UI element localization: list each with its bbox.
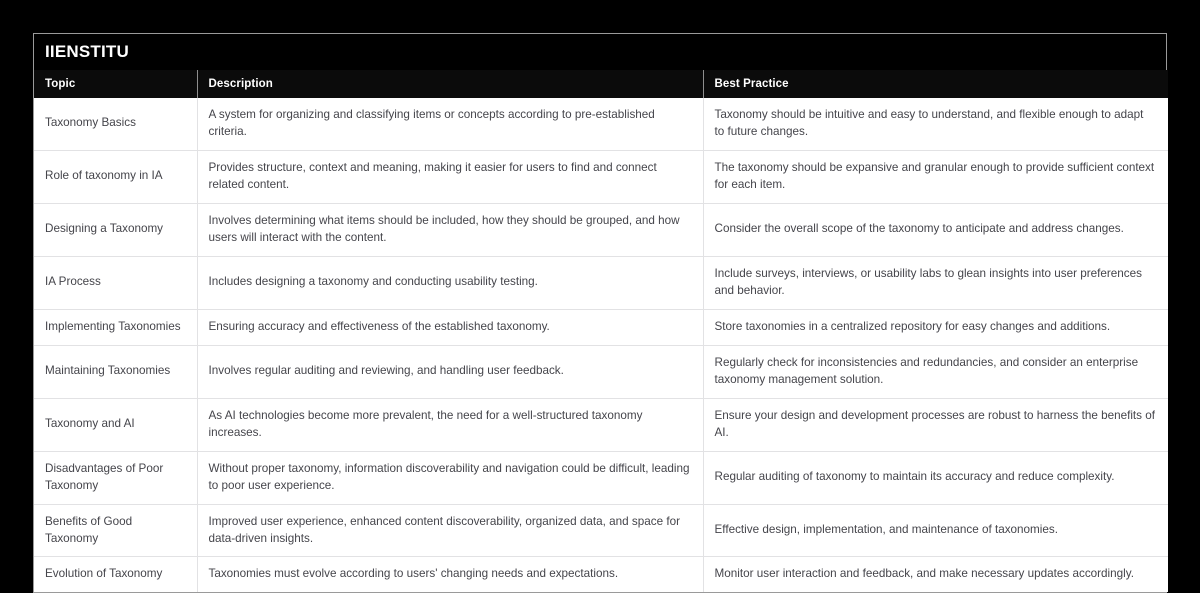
cell-best-practice: Taxonomy should be intuitive and easy to understand, and flexible enough to adapt to future changes.	[714, 108, 1144, 138]
cell-topic: Designing a Taxonomy	[34, 203, 197, 256]
cell-description: Involves determining what items should be included, how they should be grouped, and how users will interact with the content.	[197, 203, 703, 256]
taxonomy-table	[34, 70, 1168, 592]
cell-topic: Benefits of Good Taxonomy	[34, 504, 197, 557]
cell-topic: Evolution of Taxonomy	[34, 557, 197, 592]
cell-topic: Taxonomy Basics	[34, 98, 197, 150]
table-row	[34, 504, 1168, 557]
table-row	[34, 345, 1168, 398]
cell-description: Includes designing a taxonomy and conducting usability testing.	[197, 256, 703, 309]
cell-topic: Disadvantages of Poor Taxonomy	[34, 451, 197, 504]
cell-description: A system for organizing and classifying items or concepts according to pre-established criteria.	[197, 98, 703, 150]
table-row	[34, 398, 1168, 451]
cell-description: Involves regular auditing and reviewing, and handling user feedback.	[197, 345, 703, 398]
cell-description: Improved user experience, enhanced content discoverability, organized data, and space for data-driven insights.	[197, 504, 703, 557]
table-head	[34, 70, 1168, 98]
table-row	[34, 150, 1168, 203]
column-header-description[interactable]: Description	[197, 70, 703, 98]
table-row	[34, 451, 1168, 504]
table-row	[34, 309, 1168, 345]
cell-description: Ensuring accuracy and effectiveness of the established taxonomy.	[197, 309, 703, 345]
cell-best-practice: Regularly check for inconsistencies and redundancies, and consider an enterprise taxonomy management solution.	[703, 345, 1168, 398]
cell-best-practice: Include surveys, interviews, or usability labs to glean insights into user preferences and behavior.	[703, 256, 1168, 309]
column-header-topic[interactable]: Topic	[34, 70, 197, 98]
cell-description: Taxonomies must evolve according to users' changing needs and expectations.	[197, 557, 703, 592]
table-body	[34, 98, 1168, 592]
cell-best-practice: Monitor user interaction and feedback, and make necessary updates accordingly.	[703, 557, 1168, 592]
taxonomy-table-card	[33, 33, 1167, 593]
cell-topic: Role of taxonomy in IA	[34, 150, 197, 203]
cell-best-practice: Regular auditing of taxonomy to maintain its accuracy and reduce complexity.	[703, 451, 1168, 504]
cell-description: As AI technologies become more prevalent, the need for a well-structured taxonomy increases.	[197, 398, 703, 451]
cell-description: Provides structure, context and meaning, making it easier for users to find and connect related content.	[197, 150, 703, 203]
cell-best-practice: The taxonomy should be expansive and granular enough to provide sufficient context for each item.	[703, 150, 1168, 203]
table-row	[34, 557, 1168, 592]
column-header-best-practice[interactable]: Best Practice	[703, 70, 1168, 98]
cell-topic: Implementing Taxonomies	[34, 309, 197, 345]
cell-best-practice: Store taxonomies in a centralized repository for easy changes and additions.	[703, 309, 1168, 345]
table-row	[34, 98, 1168, 150]
cell-topic: Taxonomy and AI	[34, 398, 197, 451]
cell-description: Without proper taxonomy, information discoverability and navigation could be difficult, leading to poor user experience.	[197, 451, 703, 504]
cell-best-practice: Ensure your design and development processes are robust to harness the benefits of AI.	[703, 398, 1168, 451]
table-row	[34, 203, 1168, 256]
brand-bar	[34, 34, 1166, 70]
brand-logo-text: IIENSTITU	[45, 42, 129, 61]
table-header-row	[34, 70, 1168, 98]
table-row	[34, 256, 1168, 309]
cell-topic: IA Process	[34, 256, 197, 309]
cell-topic: Maintaining Taxonomies	[34, 345, 197, 398]
cell-best-practice: Consider the overall scope of the taxonomy to anticipate and address changes.	[703, 203, 1168, 256]
cell-best-practice: Effective design, implementation, and maintenance of taxonomies.	[703, 504, 1168, 557]
